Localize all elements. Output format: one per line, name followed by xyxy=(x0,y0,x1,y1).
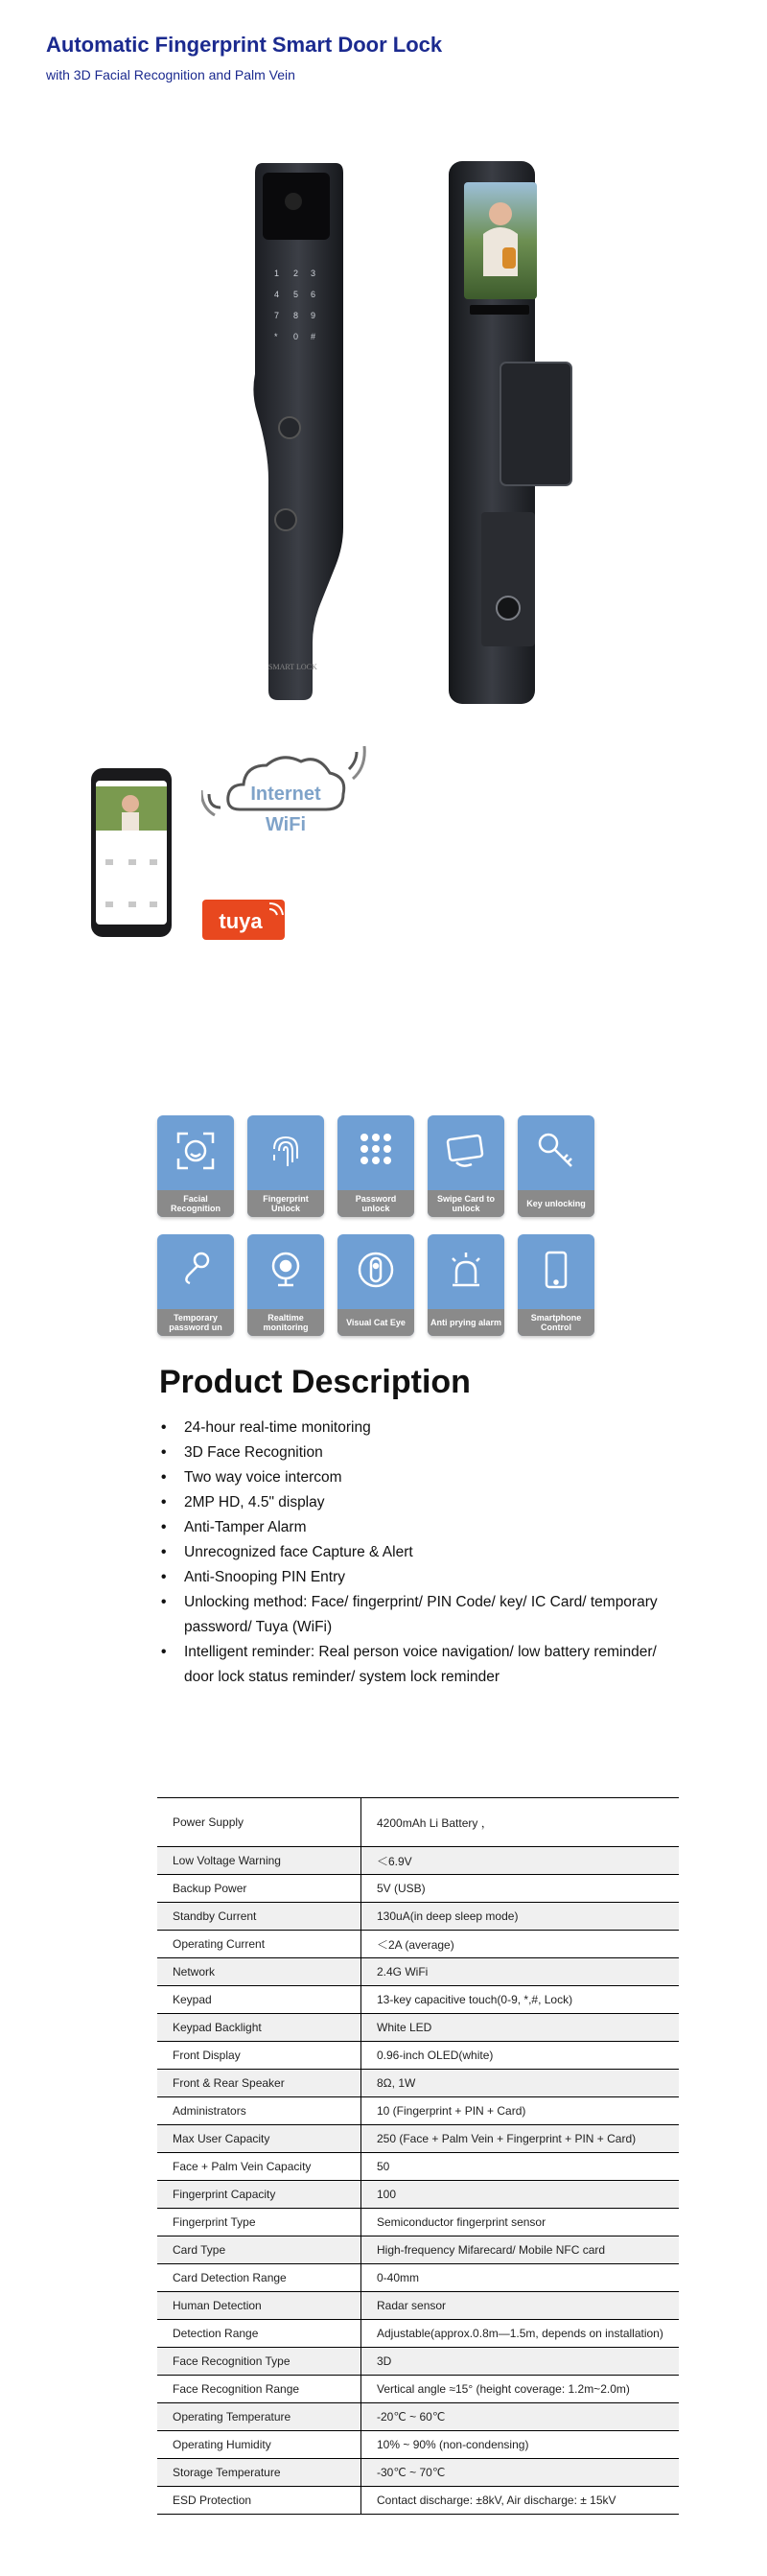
spec-key: Detection Range xyxy=(157,2320,361,2348)
table-row xyxy=(157,2181,679,2209)
table-row xyxy=(157,2209,679,2236)
spec-value: 100 xyxy=(361,2181,680,2209)
spec-value: -20℃ ~ 60℃ xyxy=(361,2403,680,2431)
spec-value: 2.4G WiFi xyxy=(361,1958,680,1986)
spec-value: 3D xyxy=(361,2348,680,2376)
table-row xyxy=(157,2376,679,2403)
feature-label: Smartphone Control xyxy=(518,1309,594,1336)
spec-value: Radar sensor xyxy=(361,2292,680,2320)
spec-key: Low Voltage Warning xyxy=(157,1847,361,1875)
camera-icon xyxy=(247,1240,324,1300)
svg-text:9: 9 xyxy=(311,311,316,320)
spec-key: Front & Rear Speaker xyxy=(157,2070,361,2097)
spec-key: Face Recognition Type xyxy=(157,2348,361,2376)
spec-key: Operating Humidity xyxy=(157,2431,361,2459)
lock-front-image xyxy=(251,163,347,700)
spec-key: Fingerprint Type xyxy=(157,2209,361,2236)
cat-eye-icon xyxy=(337,1240,414,1300)
feature-label: Swipe Card to unlock xyxy=(428,1190,504,1217)
spec-value: 5V (USB) xyxy=(361,1875,680,1903)
svg-text:6: 6 xyxy=(311,290,316,299)
table-row xyxy=(157,2042,679,2070)
svg-text:4: 4 xyxy=(274,290,280,299)
table-row xyxy=(157,2320,679,2348)
spec-key: Operating Temperature xyxy=(157,2403,361,2431)
spec-value: 250 (Face + Palm Vein + Fingerprint + PIN + Card) xyxy=(361,2125,680,2153)
table-row xyxy=(157,2403,679,2431)
svg-text:Internet: Internet xyxy=(250,784,321,805)
spec-key: Network xyxy=(157,1958,361,1986)
spec-key: Card Detection Range xyxy=(157,2264,361,2292)
svg-text:WiFi: WiFi xyxy=(265,814,307,835)
list-item: • Anti-Snooping PIN Entry xyxy=(159,1565,658,1590)
spec-key: Keypad Backlight xyxy=(157,2014,361,2042)
feature-key-unlocking xyxy=(518,1115,594,1217)
spec-key: Front Display xyxy=(157,2042,361,2070)
feature-password-unlock xyxy=(337,1115,414,1217)
feature-visual-cat-eye xyxy=(337,1234,414,1336)
spec-key: ESD Protection xyxy=(157,2487,361,2515)
spec-key: Backup Power xyxy=(157,1875,361,1903)
spec-key: Card Type xyxy=(157,2236,361,2264)
feature-label: Visual Cat Eye xyxy=(337,1309,414,1336)
table-row xyxy=(157,1903,679,1931)
svg-text:0: 0 xyxy=(293,332,299,341)
table-row xyxy=(157,1986,679,2014)
spec-value: 4200mAh Li Battery ， xyxy=(361,1798,680,1847)
list-item: • 2MP HD, 4.5" display xyxy=(159,1490,658,1515)
feature-realtime-monitoring xyxy=(247,1234,324,1336)
table-row xyxy=(157,2348,679,2376)
svg-text:SMART LOCK: SMART LOCK xyxy=(268,663,317,671)
spec-value: -30℃ ~ 70℃ xyxy=(361,2459,680,2487)
feature-label: Key unlocking xyxy=(518,1190,594,1217)
svg-text:#: # xyxy=(311,332,316,341)
internet-wifi-badge xyxy=(201,740,374,846)
list-item: • 3D Face Recognition xyxy=(159,1440,658,1465)
table-row xyxy=(157,1931,679,1958)
table-row xyxy=(157,2153,679,2181)
smartphone-image xyxy=(90,767,173,938)
spec-key: Administrators xyxy=(157,2097,361,2125)
table-row xyxy=(157,2236,679,2264)
smartphone-icon xyxy=(518,1240,594,1300)
spec-key: Fingerprint Capacity xyxy=(157,2181,361,2209)
temp-password-icon xyxy=(157,1240,234,1300)
spec-value: 13-key capacitive touch(0-9, *,#, Lock) xyxy=(361,1986,680,2014)
list-item: • Intelligent reminder: Real person voice navigation/ low battery reminder/ door lock status reminder/ system lock reminder xyxy=(159,1640,658,1690)
svg-text:7: 7 xyxy=(274,311,280,320)
svg-text:tuya: tuya xyxy=(219,909,263,933)
description-title: Product Description xyxy=(159,1364,471,1400)
page-title: Automatic Fingerprint Smart Door Lock xyxy=(46,33,443,57)
feature-anti-prying-alarm xyxy=(428,1234,504,1336)
spec-key: Power Supply xyxy=(157,1798,361,1847)
list-item: • 24-hour real-time monitoring xyxy=(159,1416,658,1440)
tuya-logo xyxy=(202,900,285,940)
fingerprint-icon xyxy=(247,1121,324,1181)
table-row xyxy=(157,2125,679,2153)
feature-label: Password unlock xyxy=(337,1190,414,1217)
spec-key: Face Recognition Range xyxy=(157,2376,361,2403)
spec-value: Vertical angle ≈15° (height coverage: 1.2m~2.0m) xyxy=(361,2376,680,2403)
spec-key: Human Detection xyxy=(157,2292,361,2320)
spec-key: Operating Current xyxy=(157,1931,361,1958)
list-item: • Anti-Tamper Alarm xyxy=(159,1515,658,1540)
svg-text:1: 1 xyxy=(274,269,280,278)
feature-swipe-card xyxy=(428,1115,504,1217)
spec-value: Semiconductor fingerprint sensor xyxy=(361,2209,680,2236)
spec-value: 50 xyxy=(361,2153,680,2181)
spec-key: Storage Temperature xyxy=(157,2459,361,2487)
spec-value: White LED xyxy=(361,2014,680,2042)
spec-table xyxy=(157,1797,679,2515)
spec-key: Standby Current xyxy=(157,1903,361,1931)
feature-facial-recognition xyxy=(157,1115,234,1217)
table-row xyxy=(157,2431,679,2459)
table-row xyxy=(157,2070,679,2097)
feature-label: Fingerprint Unlock xyxy=(247,1190,324,1217)
description-list xyxy=(159,1416,658,1690)
feature-label: Realtime monitoring xyxy=(247,1309,324,1336)
alarm-icon xyxy=(428,1240,504,1300)
list-item: • Unlocking method: Face/ fingerprint/ PIN Code/ key/ IC Card/ temporary password/ Tuya (WiFi) xyxy=(159,1590,658,1640)
spec-value: 8Ω, 1W xyxy=(361,2070,680,2097)
feature-label: Temporary password un xyxy=(157,1309,234,1336)
spec-key: Max User Capacity xyxy=(157,2125,361,2153)
face-scan-icon xyxy=(157,1121,234,1181)
svg-text:*: * xyxy=(274,332,278,341)
table-row xyxy=(157,1847,679,1875)
feature-fingerprint-unlock xyxy=(247,1115,324,1217)
list-item: • Unrecognized face Capture & Alert xyxy=(159,1540,658,1565)
key-icon xyxy=(518,1121,594,1181)
table-row xyxy=(157,2014,679,2042)
spec-value: ＜2A (average) xyxy=(361,1931,680,1958)
spec-key: Face + Palm Vein Capacity xyxy=(157,2153,361,2181)
spec-value: 0.96-inch OLED(white) xyxy=(361,2042,680,2070)
spec-value: High-frequency Mifarecard/ Mobile NFC card xyxy=(361,2236,680,2264)
table-row xyxy=(157,1958,679,1986)
svg-text:3: 3 xyxy=(311,269,316,278)
table-row xyxy=(157,1798,679,1847)
spec-value: 10% ~ 90% (non-condensing) xyxy=(361,2431,680,2459)
svg-text:8: 8 xyxy=(293,311,299,320)
feature-temporary-password xyxy=(157,1234,234,1336)
lock-back-image xyxy=(441,161,575,704)
list-item: • Two way voice intercom xyxy=(159,1465,658,1490)
keypad-icon xyxy=(337,1121,414,1181)
feature-smartphone-control xyxy=(518,1234,594,1336)
feature-label: Anti prying alarm xyxy=(428,1309,504,1336)
table-row xyxy=(157,2097,679,2125)
svg-text:5: 5 xyxy=(293,290,299,299)
feature-label: Facial Recognition xyxy=(157,1190,234,1217)
spec-value: 0-40mm xyxy=(361,2264,680,2292)
table-row xyxy=(157,2459,679,2487)
spec-value: ＜6.9V xyxy=(361,1847,680,1875)
card-icon xyxy=(428,1121,504,1181)
spec-value: Adjustable(approx.0.8m—1.5m, depends on installation) xyxy=(361,2320,680,2348)
spec-value: Contact discharge: ±8kV, Air discharge: ± 15kV xyxy=(361,2487,680,2515)
svg-text:2: 2 xyxy=(293,269,299,278)
table-row xyxy=(157,1875,679,1903)
page-subtitle: with 3D Facial Recognition and Palm Vein xyxy=(46,67,295,82)
table-row xyxy=(157,2264,679,2292)
table-row xyxy=(157,2292,679,2320)
spec-key: Keypad xyxy=(157,1986,361,2014)
feature-grid xyxy=(157,1115,608,1353)
spec-value: 130uA(in deep sleep mode) xyxy=(361,1903,680,1931)
table-row xyxy=(157,2487,679,2515)
spec-value: 10 (Fingerprint + PIN + Card) xyxy=(361,2097,680,2125)
